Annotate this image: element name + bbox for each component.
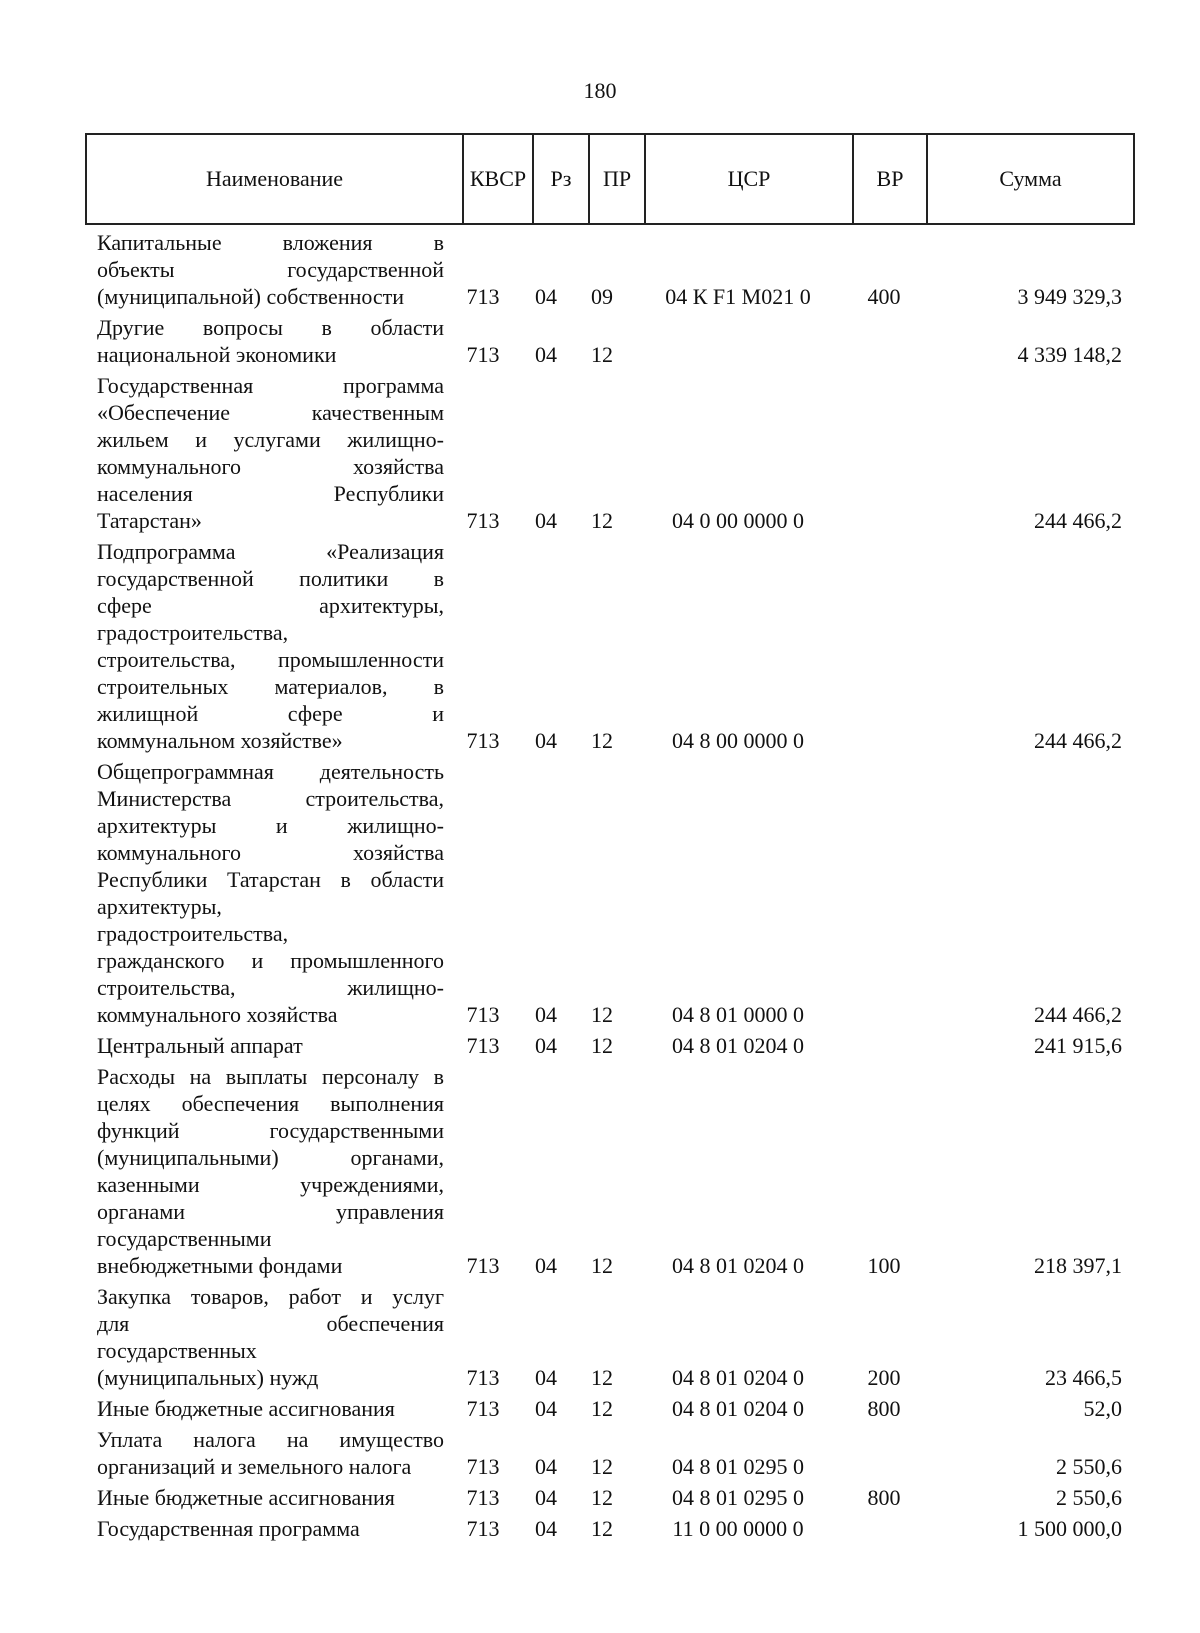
row-name-line: казенными учреждениями,: [97, 1172, 444, 1197]
cell-csr: 04 8 01 0295 0: [672, 1485, 804, 1510]
header-sum: Сумма: [999, 166, 1062, 191]
cell-kvsr: 713: [466, 728, 500, 753]
row-name-line: коммунального хозяйства: [97, 454, 444, 479]
row-name: [97, 758, 444, 1028]
row-name-line: Закупка товаров, работ и услуг: [97, 1284, 444, 1309]
row-name-line: коммунального хозяйства: [97, 1002, 338, 1027]
cell-vr: 800: [867, 1485, 901, 1510]
cell-sum: 3 949 329,3: [1017, 284, 1122, 309]
cell-sum: 4 339 148,2: [1017, 342, 1122, 367]
table-row: [85, 1426, 1135, 1480]
row-name-line: жильем и услугами жилищно-: [97, 427, 444, 452]
cell-kvsr: 713: [466, 1365, 500, 1390]
row-name: [97, 372, 444, 534]
cell-rz: 04: [535, 1033, 557, 1058]
cell-rz: 04: [535, 1002, 557, 1027]
cell-vr: 100: [867, 1253, 901, 1278]
header-csr: ЦСР: [646, 135, 854, 223]
cell-rz: 04: [535, 1396, 557, 1421]
table-row: [85, 1063, 1135, 1279]
table-row: [85, 229, 1135, 310]
row-name-line: Министерства строительства,: [97, 786, 444, 811]
row-name-line: государственными: [97, 1226, 272, 1251]
cell-csr: 04 8 01 0295 0: [672, 1454, 804, 1479]
cell-kvsr: 713: [466, 1454, 500, 1479]
row-name-line: коммунального хозяйства: [97, 840, 444, 865]
row-name-line: «Обеспечение качественным: [97, 400, 444, 425]
cell-rz: 04: [535, 342, 557, 367]
row-name: [97, 538, 444, 754]
cell-pr: 12: [591, 508, 613, 533]
cell-sum: 244 466,2: [1034, 1002, 1122, 1027]
cell-csr: 04 8 01 0204 0: [672, 1396, 804, 1421]
cell-pr: 12: [591, 728, 613, 753]
cell-csr: 04 0 00 0000 0: [672, 508, 804, 533]
cell-csr: 11 0 00 0000 0: [672, 1516, 804, 1541]
row-name-line: Татарстан»: [97, 508, 202, 533]
cell-pr: 12: [591, 1396, 613, 1421]
row-name-line: коммунальном хозяйстве»: [97, 728, 343, 753]
budget-table: [85, 133, 1135, 1546]
cell-kvsr: 713: [466, 342, 500, 367]
table-row: [85, 1515, 1135, 1542]
cell-pr: 12: [591, 1454, 613, 1479]
cell-rz: 04: [535, 284, 557, 309]
row-name-line: Государственная программа: [97, 1516, 360, 1541]
cell-sum: 23 466,5: [1045, 1365, 1122, 1390]
cell-sum: 218 397,1: [1034, 1253, 1122, 1278]
row-name-line: государственных: [97, 1338, 257, 1363]
header-rz: Рз: [534, 135, 590, 223]
row-name: [97, 1395, 444, 1422]
cell-sum: 244 466,2: [1034, 508, 1122, 533]
header-kvsr: КВСР: [464, 135, 534, 223]
row-name-line: (муниципальными) органами,: [97, 1145, 444, 1170]
page-number: 180: [583, 78, 617, 103]
row-name-line: архитектуры,: [97, 894, 222, 919]
cell-pr: 12: [591, 1365, 613, 1390]
table-row: [85, 538, 1135, 754]
cell-kvsr: 713: [466, 284, 500, 309]
cell-sum: 52,0: [1083, 1396, 1122, 1421]
row-name-line: национальной экономики: [97, 342, 337, 367]
cell-rz: 04: [535, 1516, 557, 1541]
cell-pr: 12: [591, 1485, 613, 1510]
table-row: [85, 1395, 1135, 1422]
row-name-line: Уплата налога на имущество: [97, 1427, 444, 1452]
row-name-line: внебюджетными фондами: [97, 1253, 343, 1278]
cell-csr: 04 8 01 0204 0: [672, 1033, 804, 1058]
row-name-line: Капитальные вложения в: [97, 230, 444, 255]
row-name-line: (муниципальных) нужд: [97, 1365, 319, 1390]
row-name: [97, 1032, 444, 1059]
row-name: [97, 1515, 444, 1542]
row-name: [97, 1484, 444, 1511]
row-name-line: Иные бюджетные ассигнования: [97, 1396, 395, 1421]
row-name: [97, 1283, 444, 1391]
cell-pr: 09: [591, 284, 613, 309]
cell-rz: 04: [535, 1253, 557, 1278]
cell-pr: 12: [591, 1516, 613, 1541]
cell-rz: 04: [535, 728, 557, 753]
row-name-line: сфере архитектуры,: [97, 593, 444, 618]
cell-csr: 04 8 01 0000 0: [672, 1002, 804, 1027]
cell-kvsr: 713: [466, 1396, 500, 1421]
table-row: [85, 1032, 1135, 1059]
table-header: [85, 133, 1135, 225]
cell-pr: 12: [591, 1002, 613, 1027]
cell-csr: 04 К F1 М021 0: [665, 284, 811, 309]
row-name-line: Подпрограмма «Реализация: [97, 539, 444, 564]
row-name-line: целях обеспечения выполнения: [97, 1091, 444, 1116]
header-pr: ПР: [590, 135, 646, 223]
row-name-line: функций государственными: [97, 1118, 444, 1143]
row-name-line: градостроительства,: [97, 620, 289, 645]
row-name-line: Республики Татарстан в области: [97, 867, 444, 892]
table-row: [85, 314, 1135, 368]
cell-kvsr: 713: [466, 1002, 500, 1027]
row-name-line: Расходы на выплаты персоналу в: [97, 1064, 444, 1089]
cell-kvsr: 713: [466, 1253, 500, 1278]
cell-csr: 04 8 00 0000 0: [672, 728, 804, 753]
header-name: Наименование: [87, 135, 464, 223]
cell-rz: 04: [535, 508, 557, 533]
cell-kvsr: 713: [466, 1033, 500, 1058]
row-name: [97, 229, 444, 310]
row-name: [97, 1063, 444, 1279]
cell-csr: 04 8 01 0204 0: [672, 1253, 804, 1278]
table-row: [85, 758, 1135, 1028]
row-name-line: строительных материалов, в: [97, 674, 444, 699]
table-row: [85, 372, 1135, 534]
row-name-line: Центральный аппарат: [97, 1033, 303, 1058]
cell-vr: 200: [867, 1365, 901, 1390]
cell-sum: 1 500 000,0: [1017, 1516, 1122, 1541]
cell-kvsr: 713: [466, 1485, 500, 1510]
cell-sum: 2 550,6: [1056, 1485, 1122, 1510]
cell-rz: 04: [535, 1365, 557, 1390]
header-vr: ВР: [854, 135, 928, 223]
row-name-line: организаций и земельного налога: [97, 1454, 412, 1479]
table-body: [85, 225, 1135, 1546]
cell-vr: 400: [867, 284, 901, 309]
row-name-line: органами управления: [97, 1199, 444, 1224]
cell-vr: 800: [867, 1396, 901, 1421]
row-name-line: жилищной сфере и: [97, 701, 444, 726]
row-name: [97, 1426, 444, 1480]
row-name-line: государственной политики в: [97, 566, 444, 591]
row-name-line: Государственная программа: [97, 373, 444, 398]
row-name-line: Другие вопросы в области: [97, 315, 444, 340]
cell-kvsr: 713: [466, 1516, 500, 1541]
cell-kvsr: 713: [466, 508, 500, 533]
cell-csr: 04 8 01 0204 0: [672, 1365, 804, 1390]
cell-pr: 12: [591, 342, 613, 367]
row-name-line: градостроительства,: [97, 921, 289, 946]
cell-pr: 12: [591, 1033, 613, 1058]
row-name-line: Общепрограммная деятельность: [97, 759, 444, 784]
row-name: [97, 314, 444, 368]
row-name-line: архитектуры и жилищно-: [97, 813, 444, 838]
row-name-line: строительства, жилищно-: [97, 975, 444, 1000]
cell-sum: 241 915,6: [1034, 1033, 1122, 1058]
cell-rz: 04: [535, 1485, 557, 1510]
row-name-line: гражданского и промышленного: [97, 948, 444, 973]
row-name-line: для обеспечения: [97, 1311, 444, 1336]
row-name-line: объекты государственной: [97, 257, 444, 282]
table-row: [85, 1484, 1135, 1511]
cell-sum: 2 550,6: [1056, 1454, 1122, 1479]
cell-sum: 244 466,2: [1034, 728, 1122, 753]
row-name-line: (муниципальной) собственности: [97, 284, 405, 309]
row-name-line: населения Республики: [97, 481, 444, 506]
row-name-line: строительства, промышленности: [97, 647, 444, 672]
row-name-line: Иные бюджетные ассигнования: [97, 1485, 395, 1510]
table-row: [85, 1283, 1135, 1391]
cell-pr: 12: [591, 1253, 613, 1278]
cell-rz: 04: [535, 1454, 557, 1479]
